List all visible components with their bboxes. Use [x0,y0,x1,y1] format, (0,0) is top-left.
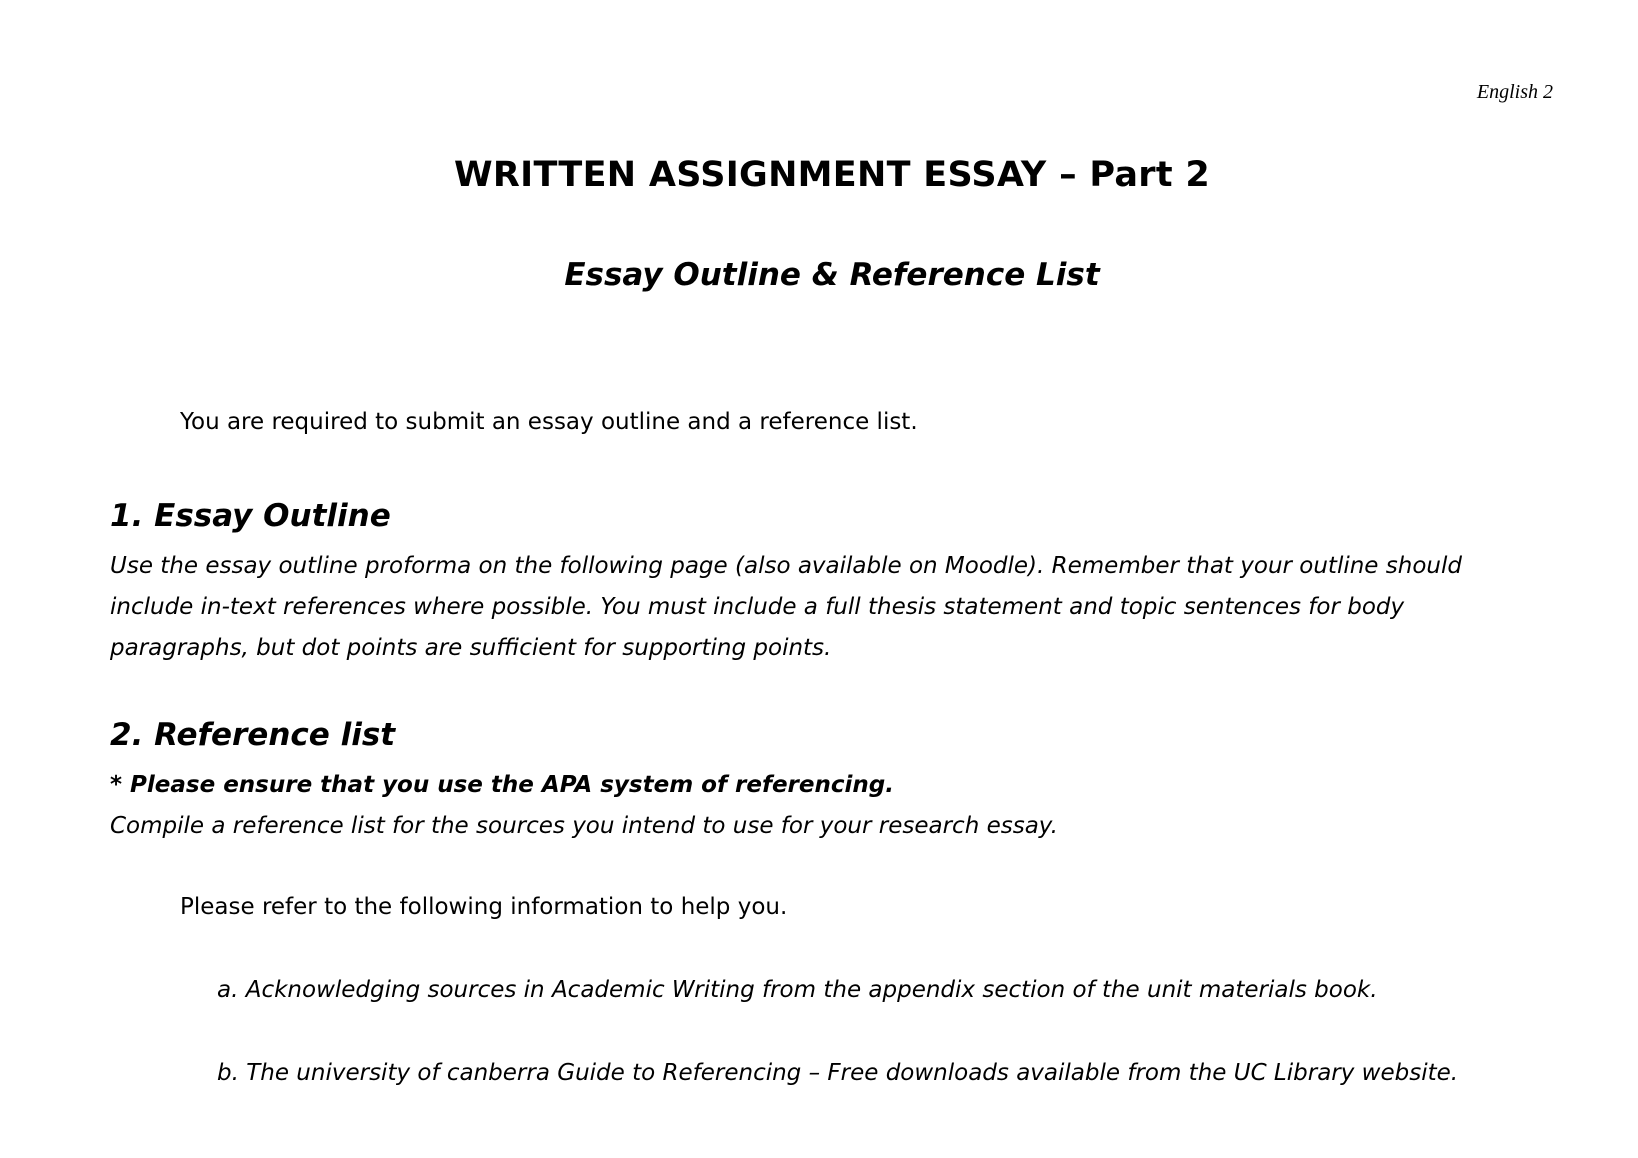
section-heading-reference-list: 2. Reference list [110,717,396,753]
refer-text: Please refer to the following information to help you. [180,894,788,920]
section-heading-essay-outline: 1. Essay Outline [110,498,391,534]
page-subtitle: Essay Outline & Reference List [564,257,1100,293]
resource-item-a: a. Acknowledging sources in Academic Writing from the appendix section of the unit materials book. [217,977,1378,1003]
course-header: English 2 [1476,81,1553,103]
essay-outline-instructions: Use the essay outline proforma on the following page (also available on Moodle). Remember that your outline should include in-text references where possible. You must include a full thesis statement and topic sentences for body paragraphs, but dot points are sufficient for supporting points. [110,553,1462,661]
intro-text: You are required to submit an essay outline and a reference list. [180,409,918,435]
apa-note: * Please ensure that you use the APA system of referencing. [110,772,894,798]
page-title: WRITTEN ASSIGNMENT ESSAY – Part 2 [453,155,1211,195]
reference-list-instructions: Compile a reference list for the sources you intend to use for your research essay. [110,813,1058,839]
resource-item-b: b. The university of canberra Guide to Referencing – Free downloads available from the UC Library website. [217,1060,1459,1086]
